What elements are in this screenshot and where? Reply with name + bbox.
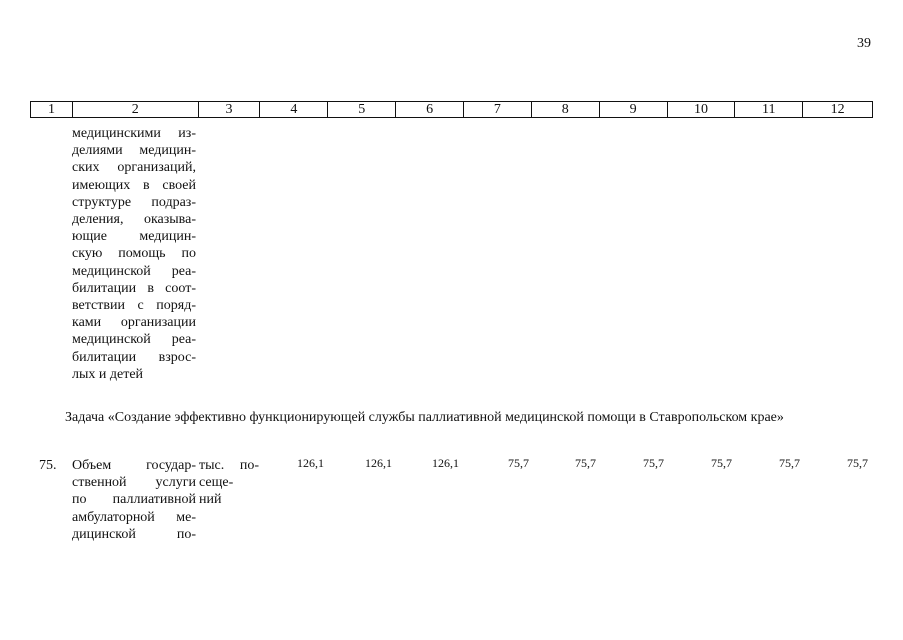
row-unit [199, 457, 259, 509]
text-line: медицинскими из- [72, 126, 196, 141]
text-line: ских организаций, [72, 160, 196, 176]
text-line: билитации в соот- [72, 280, 196, 296]
text-line: ний [199, 492, 222, 508]
value-col-5: 126,1 [365, 456, 392, 470]
header-col-11: 11 [735, 102, 803, 117]
header-col-5: 5 [328, 102, 396, 117]
header-col-12: 12 [830, 102, 845, 117]
value-col-4: 126,1 [297, 456, 324, 470]
text-line: билитации взрос- [72, 349, 196, 365]
header-col-6: 6 [396, 102, 464, 117]
task-title: Задача «Создание эффективно функционирующей службы паллиативной медицинской помощи в Ставропольском крае» [65, 410, 784, 425]
text-line: тыс. по- [199, 458, 259, 473]
text-line: дицинской по- [72, 526, 196, 542]
value-col-11: 75,7 [779, 456, 800, 470]
header-col-1: 1 [31, 102, 73, 117]
text-line: медицинской реа- [72, 332, 196, 348]
header-col-2: 2 [73, 102, 199, 117]
text-line: по паллиативной [72, 492, 196, 508]
value-col-9: 75,7 [643, 456, 664, 470]
header-col-4: 4 [260, 102, 328, 117]
continued-cell-text [72, 125, 196, 383]
header-col-8: 8 [532, 102, 600, 117]
value-col-10: 75,7 [711, 456, 732, 470]
text-line: ветствии с поряд- [72, 298, 196, 314]
text-line: Объем государ- [72, 458, 196, 473]
text-line: ственной услуги [72, 475, 196, 491]
text-line: делиями медицин- [72, 143, 196, 159]
table-header-row [30, 101, 873, 118]
text-line: ющие медицин- [72, 229, 196, 245]
value-col-6: 126,1 [432, 456, 459, 470]
text-line: деления, оказыва- [72, 212, 196, 228]
row-number: 75. [39, 458, 57, 473]
value-col-12: 75,7 [847, 456, 868, 470]
text-line: ками организации [72, 315, 196, 331]
value-col-7: 75,7 [508, 456, 529, 470]
text-line: скую помощь по [72, 246, 196, 262]
value-col-8: 75,7 [575, 456, 596, 470]
text-line: структуре подраз- [72, 194, 196, 210]
text-line: медицинской реа- [72, 263, 196, 279]
text-line: амбулаторной ме- [72, 509, 196, 525]
text-line: имеющих в своей [72, 177, 196, 193]
text-line: сеще- [199, 475, 234, 491]
text-line: лых и детей [72, 366, 144, 382]
page-number: 39 [857, 36, 871, 51]
header-col-10: 10 [668, 102, 736, 117]
header-col-3: 3 [199, 102, 261, 117]
header-col-9: 9 [600, 102, 668, 117]
header-col-7: 7 [464, 102, 532, 117]
row-name [72, 457, 196, 543]
